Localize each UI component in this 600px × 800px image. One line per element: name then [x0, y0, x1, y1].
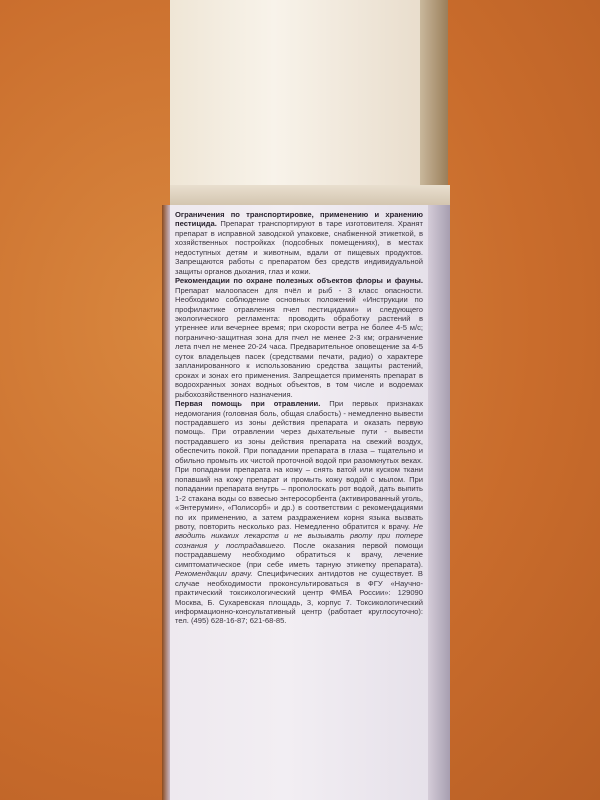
box-flap-edge — [170, 185, 450, 207]
section-first-aid-doctor-note: Рекомендации врачу. — [175, 569, 253, 579]
section-first-aid-body-a: При первых признаках недомогания (головная боль, общая слабость) - немедленно вывести пострадавшего из зоны действия препарата и оказать первую помощь. При отравлении через дыхательные пути - вывести пострадавшего из зоны действия препарата на свежий воздух, обеспечить покой. При попадании препарата в глаза – тщательно и обильно промыть их чистой проточной водой при разомкнутых веках. При попадании препарата на кожу – снять ватой или куском ткани попавший на кожу препарат и промыть кожу водой с мылом. При попадании препарата внутрь – прополоскать рот водой, дать выпить 1-2 стакана воды со взвесью энтеросорбента (активированный уголь, «Энтерумин», «Полисорб» и др.) в соответствии с рекомендациями по их применению, а затем раздражением корня языка вызвать рвоту, повторить несколько раз. Немедленно обратится к врачу. — [175, 399, 423, 531]
box-right-edge — [428, 205, 450, 800]
section-ecology — [175, 276, 423, 399]
section-first-aid-warning: Не вводить никаких лекарств и не вызывать рвоту при потере сознания у пострадавшего. — [175, 521, 423, 550]
box-left-edge — [162, 205, 170, 800]
section-first-aid-body-b: После оказания первой помощи пострадавшему необходимо обратиться к врачу, лечение симптоматическое (при себе иметь тарную этикетку препарата). — [175, 540, 423, 569]
section-storage — [175, 210, 423, 276]
section-storage-body: Препарат транспортируют в таре изготовителя. Хранят препарат в исправной заводской упаковке, снабженной этикеткой, в хозяйственных постройках (подсобных помещениях), в местах недоступных детям и животным, вдали от пищевых продуктов. Запрещаются работы с препаратом без средств индивидуальной защиты органов дыхания, глаз и кожи. — [175, 219, 423, 276]
section-first-aid — [175, 399, 423, 626]
box-flap-shadow — [420, 0, 448, 200]
label-text-block — [175, 210, 423, 626]
section-storage-heading: Ограничения по транспортировке, применению и хранению пестицида. — [175, 210, 423, 229]
section-first-aid-heading: Первая помощь при отравлении. — [175, 399, 321, 409]
box-top-flap — [170, 0, 430, 200]
section-ecology-heading: Рекомендации по охране полезных объектов флоры и фауны. — [175, 276, 423, 286]
section-first-aid-body-c: Специфических антидотов не существует. В случае необходимости проконсультироваться в ФГУ «Научно-практический токсикологический центр ФМБА России»: 129090 Москва, Б. Сухаревская площадь, 3, корпус 7. Токсикологический информационно-консультативный центр (работает круглосуточно): тел. (495) 628-16-87; 621-68-85. — [175, 569, 423, 626]
section-ecology-body: Препарат малоопасен для пчёл и рыб - 3 класс опасности. Необходимо соблюдение основных положений «Инструкции по профилактике отравления пчел пестицидами» и следующего экологического регламента: проводить обработку растений в утреннее или вечернее время; при скорости ветра не более 4-5 м/с; погранично-защитная зона для пчел не менее 2-3 км; ограничение лета пчел не менее 20-24 часа. Предварительное оповещение за 4-5 суток владельцев пасек (средствами печати, радио) о характере запланированного к использованию средства защиты растений, сроках и зонах его применения. Запрещается применять препарат в водоохранных зонах водных объектов, в том числе и водоемах рыбохозяйственного назначения. — [175, 285, 423, 399]
